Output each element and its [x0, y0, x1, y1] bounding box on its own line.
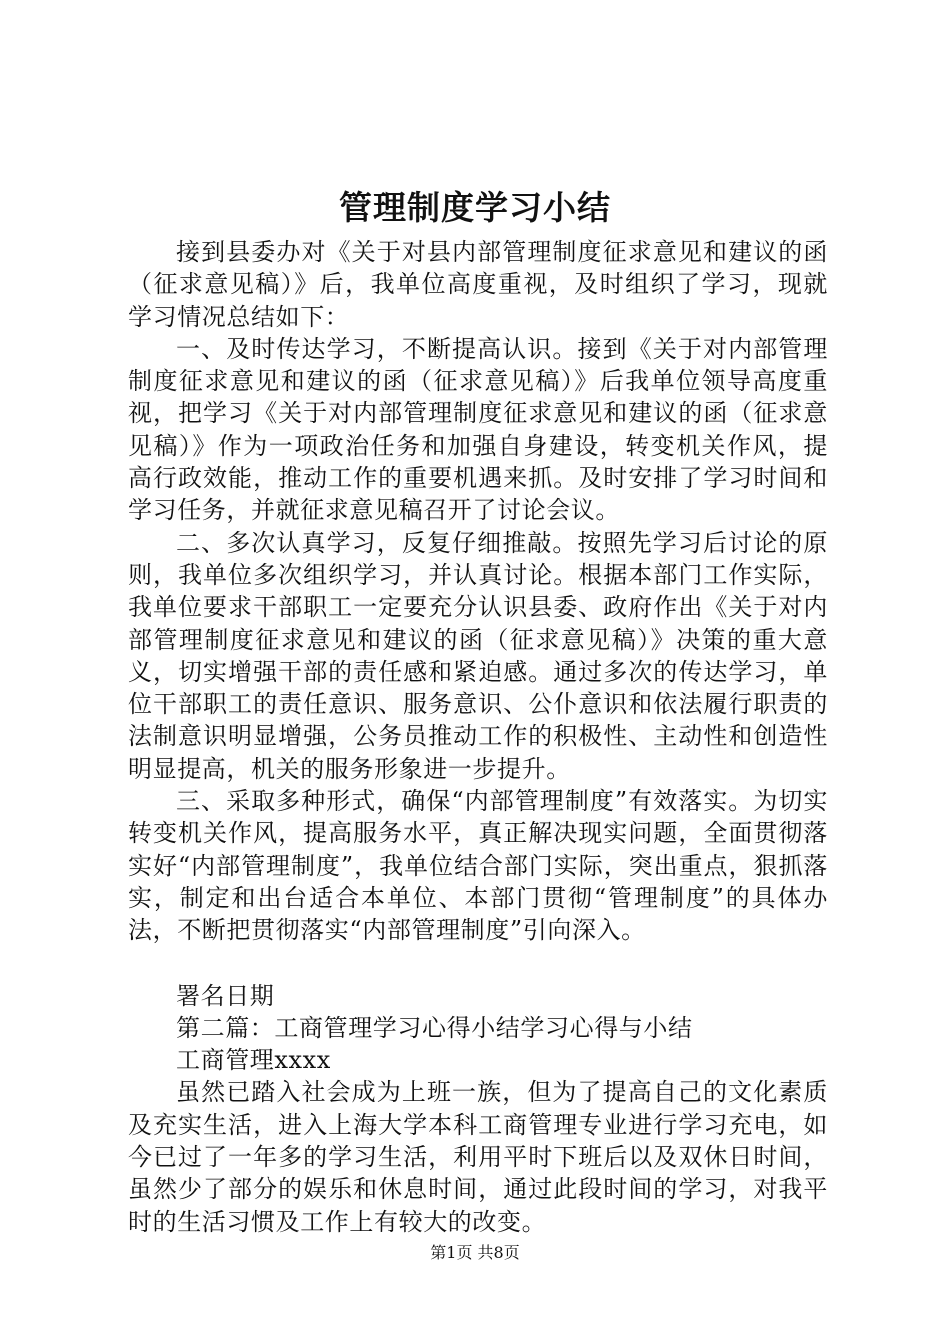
second-article-title: 第二篇：工商管理学习心得小结学习心得与小结 [176, 1013, 693, 1042]
author-line: 工商管理xxxx [176, 1046, 331, 1075]
document-title: 管理制度学习小结 [339, 188, 611, 227]
section-two-paragraph: 二、多次认真学习，反复仔细推敲。按照先学习后讨论的原则，我单位多次组织学习，并认真讨论。根据本部门工作实际，我单位要求干部职工一定要充分认识县委、政府作出《关于对内部管理制度征求意见和建议的函（征求意见稿）》决策的重大意义，切实增强干部的责任感和紧迫感。通过多次的传达学习，单位干部职工的责任意识、服务意识、公仆意识和依法履行职责的法制意识明显增强，公务员推动工作的积极性、主动性和创造性明显提高，机关的服务形象进一步提升。 [128, 528, 828, 783]
signature-line: 署名日期 [176, 981, 275, 1010]
section-three-paragraph: 三、采取多种形式，确保“内部管理制度”有效落实。为切实转变机关作风，提高服务水平，真正解决现实问题，全面贯彻落实好“内部管理制度”，我单位结合部门实际，突出重点，狠抓落实，制定和出台适合本单位、本部门贯彻“管理制度”的具体办法，不断把贯彻落实“内部管理制度”引向深入。 [128, 787, 828, 945]
document-body [128, 236, 828, 1238]
intro-paragraph: 接到县委办对《关于对县内部管理制度征求意见和建议的函（征求意见稿）》后，我单位高度重视，及时组织了学习，现就学习情况总结如下： [128, 238, 828, 331]
section-one-paragraph: 一、及时传达学习，不断提高认识。接到《关于对内部管理制度征求意见和建议的函（征求意见稿）》后我单位领导高度重视，把学习《关于对内部管理制度征求意见和建议的函（征求意见稿）》作为一项政治任务和加强自身建设，转变机关作风，提高行政效能，推动工作的重要机遇来抓。及时安排了学习时间和学习任务，并就征求意见稿召开了讨论会议。 [128, 334, 828, 525]
page-footer: 第1页 共8页 [430, 1243, 520, 1262]
second-article-paragraph: 虽然已踏入社会成为上班一族，但为了提高自己的文化素质及充实生活，进入上海大学本科工商管理专业进行学习充电，如今已过了一年多的学习生活，利用平时下班后以及双休日时间，虽然少了部分的娱乐和休息时间，通过此段时间的学习，对我平时的生活习惯及工作上有较大的改变。 [128, 1078, 828, 1236]
blank-line [128, 947, 828, 980]
